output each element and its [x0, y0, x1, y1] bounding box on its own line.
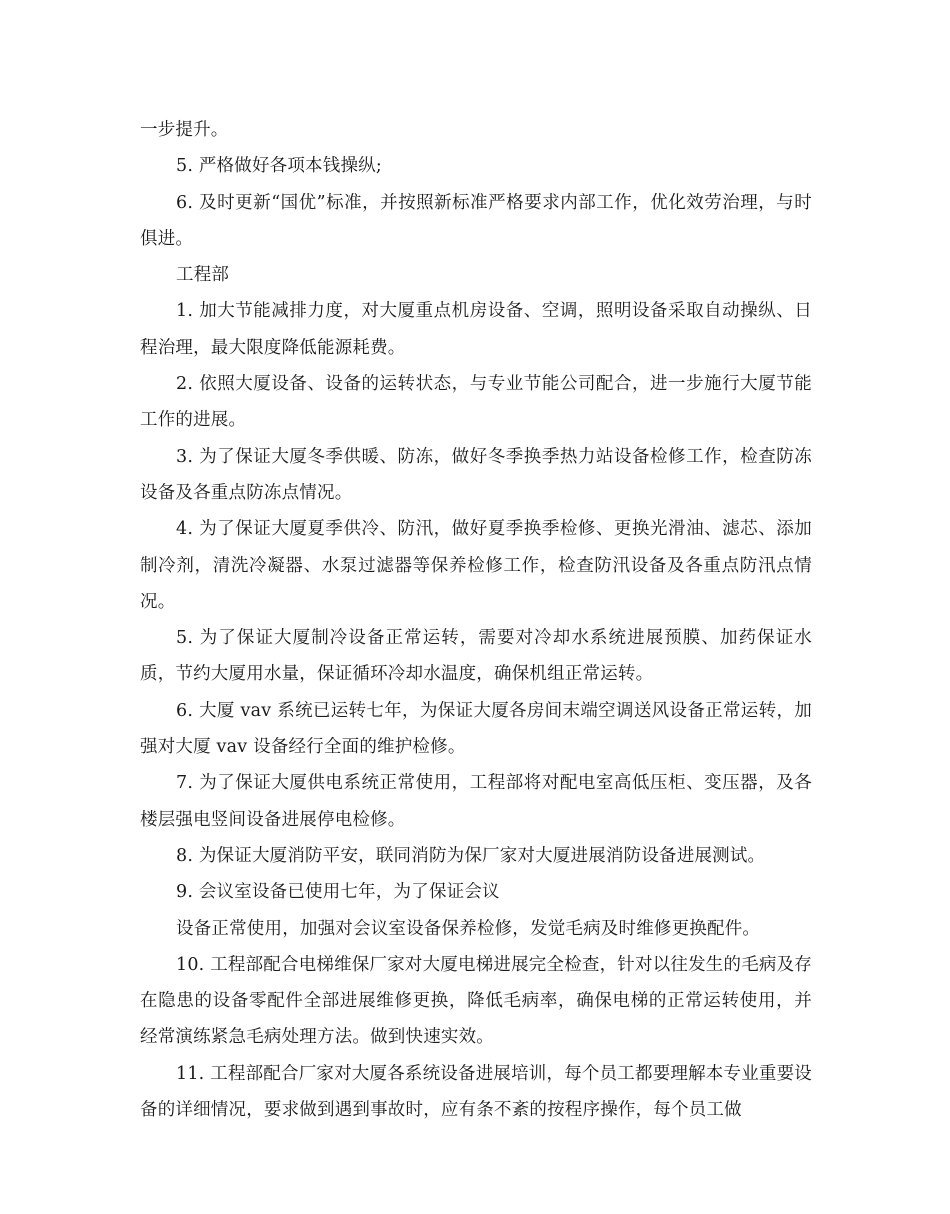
- paragraph-item-9: 9. 会议室设备已使用七年，为了保证会议: [176, 882, 500, 903]
- paragraph-item-6: 6. 大厦 vav 系统已运转七年，为保证大厦各房间末端空调送风设备正常运转，加强对大厦 vav 设备经行全面的维护检修。: [140, 700, 812, 758]
- paragraph-item-5: 5. 为了保证大厦制冷设备正常运转，需要对冷却水系统进展预膜、加药保证水质，节约大厦用水量，保证循环冷却水温度，确保机组正常运转。: [140, 628, 812, 685]
- paragraph-item-4: 4. 为了保证大厦夏季供冷、防汛，做好夏季换季检修、更换光滑油、滤芯、添加制冷剂，清洗冷凝器、水泵过滤器等保养检修工作，检查防汛设备及各重点防汛点情况。: [140, 519, 812, 612]
- paragraph-item-10: 10. 工程部配合电梯维保厂家对大厦电梯进展完全检查，针对以往发生的毛病及存在隐患的设备零配件全部进展维修更换，降低毛病率，确保电梯的正常运转使用，并经常演练紧急毛病处理方法。做到快速实效。: [140, 954, 812, 1048]
- section-heading-engineering: 工程部: [176, 265, 230, 286]
- paragraph-item-1: 1. 加大节能减排力度，对大厦重点机房设备、空调，照明设备采取自动操纵、日程治理，最大限度降低能源耗费。: [140, 301, 812, 358]
- paragraph-item-8: 8. 为保证大厦消防平安，联同消防为保厂家对大厦进展消防设备进展测试。: [176, 845, 766, 866]
- paragraph-item-5-cost-control: 5. 严格做好各项本钱操纵;: [176, 156, 382, 177]
- paragraph-continuation: 一步提升。: [140, 120, 229, 140]
- paragraph-item-7: 7. 为了保证大厦供电系统正常使用，工程部将对配电室高低压柜、变压器，及各楼层强电竖间设备进展停电检修。: [140, 773, 812, 830]
- document-body: [140, 112, 812, 1128]
- paragraph-item-9-continued: 设备正常使用，加强对会议室设备保养检修，发觉毛病及时维修更换配件。: [176, 918, 761, 939]
- paragraph-item-2: 2. 依照大厦设备、设备的运转状态，与专业节能公司配合，进一步施行大厦节能工作的进展。: [140, 374, 812, 431]
- paragraph-item-11: 11. 工程部配合厂家对大厦各系统设备进展培训，每个员工都要理解本专业重要设备的详细情况，要求做到遇到事故时，应有条不紊的按程序操作，每个员工做: [140, 1063, 812, 1121]
- paragraph-item-3: 3. 为了保证大厦冬季供暖、防冻，做好冬季换季热力站设备检修工作，检查防冻设备及各重点防冻点情况。: [140, 446, 812, 503]
- paragraph-item-6-standards: 6. 及时更新“国优”标准，并按照新标准严格要求内部工作，优化效劳治理，与时俱进。: [140, 192, 812, 249]
